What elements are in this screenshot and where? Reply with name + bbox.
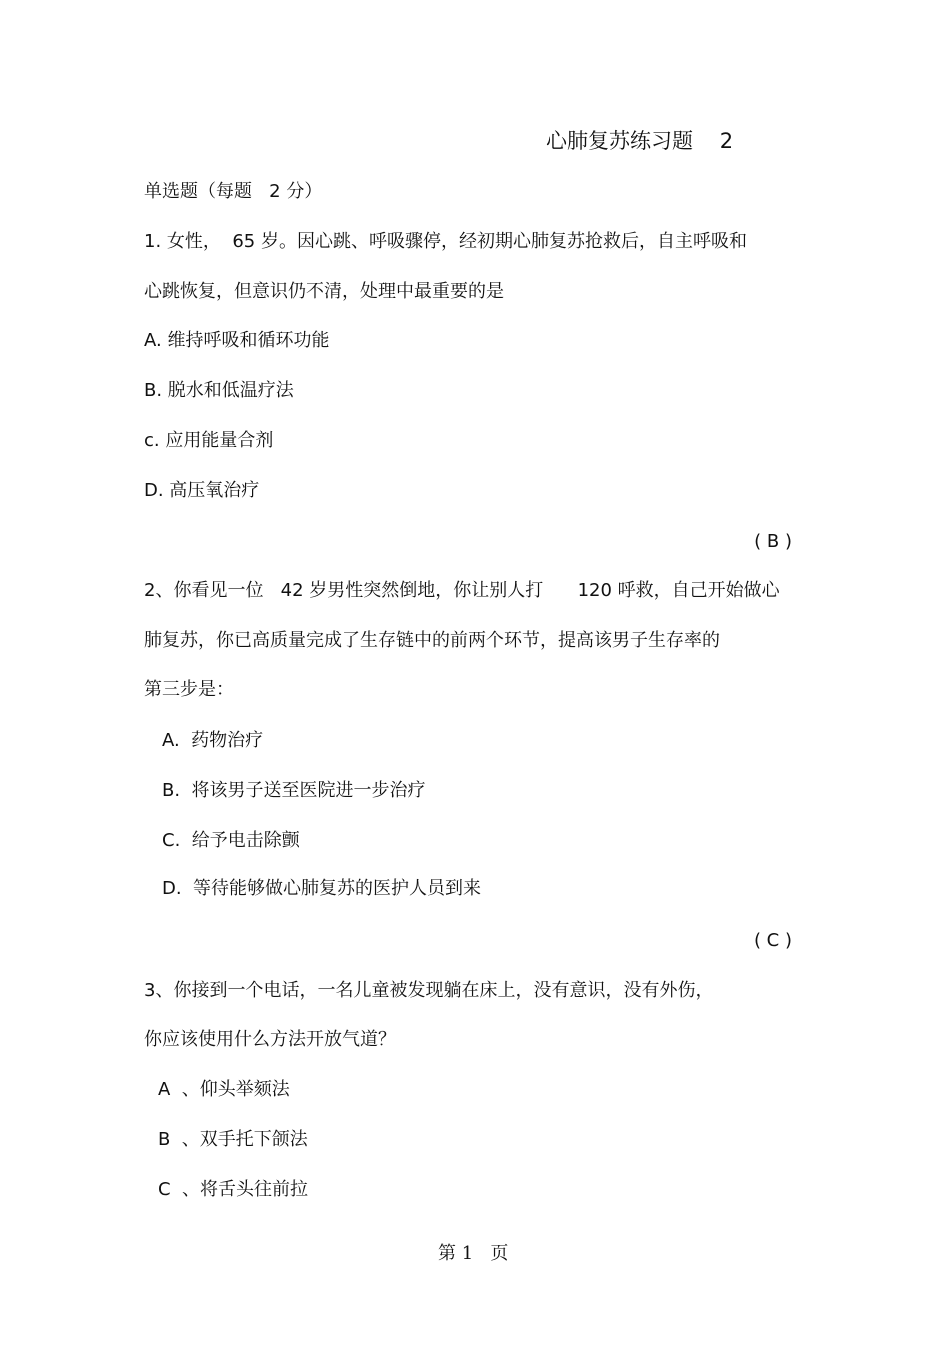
- question-3-option-b: B 、双手托下颌法: [158, 1129, 308, 1150]
- question-2-option-c: C. 给予电击除颤: [162, 830, 300, 851]
- question-1-option-c: c. 应用能量合剂: [144, 430, 274, 451]
- question-2-stem-line-3: 第三步是：: [144, 679, 234, 700]
- question-1-option-a: A. 维持呼吸和循环功能: [144, 330, 330, 351]
- page-footer: 第 1 页: [438, 1243, 509, 1264]
- question-2-stem-line-1: 2、你看见一位 42 岁男性突然倒地，你让别人打 120 呼救，自己开始做心: [144, 580, 780, 601]
- question-3-stem-line-1: 3、你接到一个电话，一名儿童被发现躺在床上，没有意识，没有外伤，: [144, 980, 714, 1001]
- question-1-option-d: D. 高压氧治疗: [144, 480, 260, 501]
- question-1-answer: ( B ): [754, 531, 792, 552]
- section-heading: 单选题（每题 2 分）: [144, 181, 323, 202]
- question-2-option-d: D. 等待能够做心肺复苏的医护人员到来: [162, 878, 482, 899]
- question-1-stem-line-2: 心跳恢复，但意识仍不清，处理中最重要的是: [144, 281, 504, 302]
- question-3-stem-line-2: 你应该使用什么方法开放气道？: [144, 1029, 396, 1050]
- question-1-stem-line-1: 1. 女性， 65 岁。因心跳、呼吸骤停，经初期心肺复苏抢救后，自主呼吸和: [144, 231, 747, 252]
- question-1-option-b: B. 脱水和低温疗法: [144, 380, 294, 401]
- question-3-option-c: C 、将舌头往前拉: [158, 1179, 309, 1200]
- question-3-option-a: A 、仰头举颏法: [158, 1079, 290, 1100]
- page-title: 心肺复苏练习题 2: [546, 129, 734, 153]
- question-2-answer: ( C ): [753, 930, 792, 951]
- question-2-option-a: A. 药物治疗: [162, 730, 264, 751]
- question-2-stem-line-2: 肺复苏，你已高质量完成了生存链中的前两个环节，提高该男子生存率的: [144, 630, 720, 651]
- question-2-option-b: B. 将该男子送至医院进一步治疗: [162, 780, 426, 801]
